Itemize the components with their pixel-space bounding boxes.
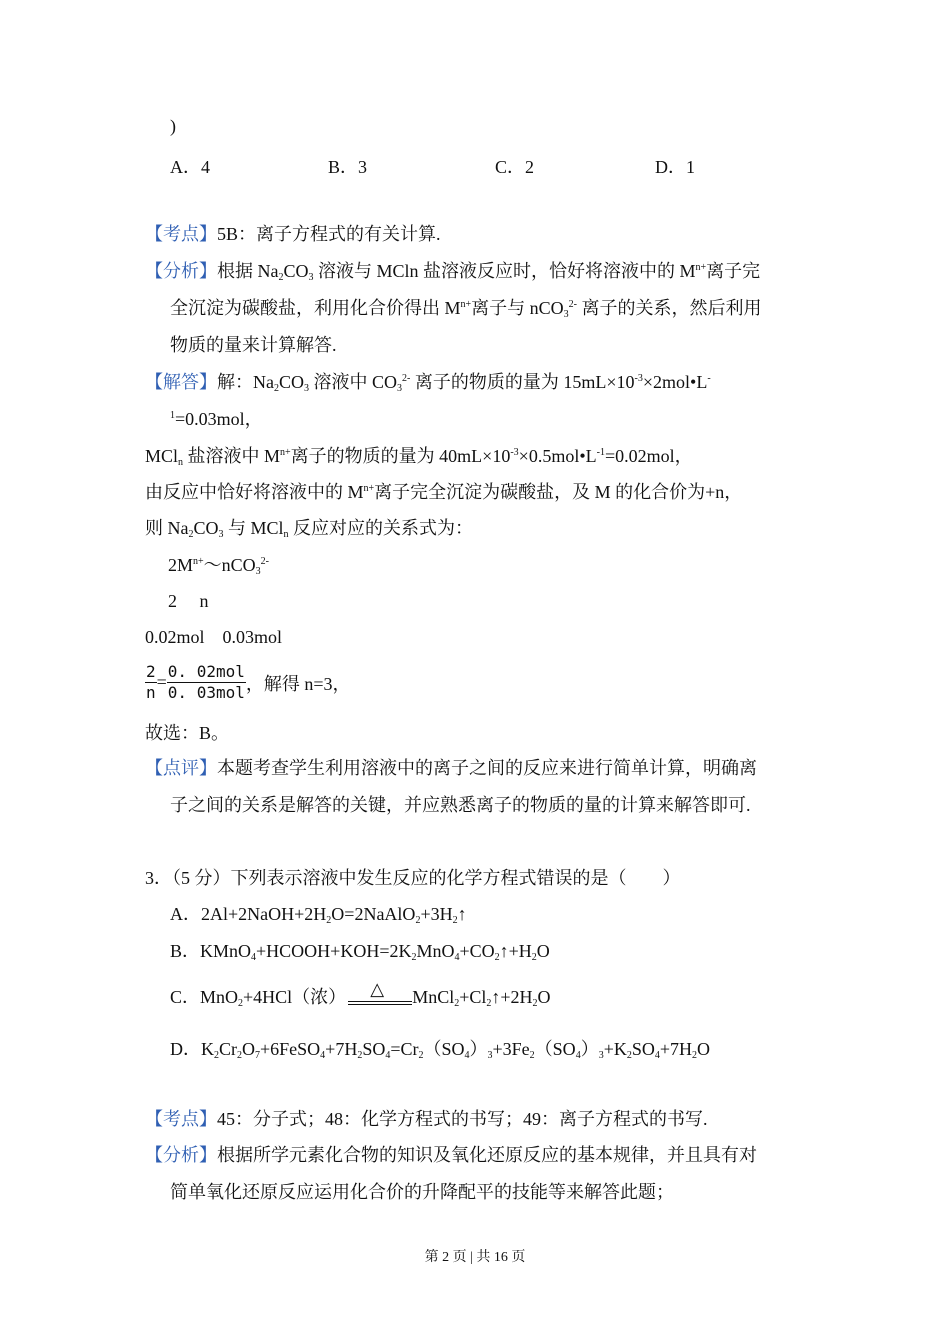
text-run: 与 MCl <box>223 518 284 538</box>
text-run: +CO <box>459 941 495 961</box>
solution-line <box>145 445 693 467</box>
text-run: +7H <box>659 1039 693 1059</box>
text-run: 故选：B。 <box>145 723 230 743</box>
reactants <box>170 987 346 1007</box>
subscript: 3 <box>255 566 261 577</box>
subscript: 3 <box>397 383 403 394</box>
text-run: CO <box>279 372 305 392</box>
text-run: 3．（5 分）下列表示溶液中发生反应的化学方程式错误的是（ ） <box>145 868 681 888</box>
text-run: 离子的物质的量为 40mL×10 <box>290 446 511 466</box>
subscript: 3 <box>487 1050 493 1061</box>
superscript: n+ <box>280 447 291 458</box>
subscript: n <box>283 529 289 540</box>
text-run: =0.02mol， <box>604 446 693 466</box>
option-a: A．4 <box>170 157 210 177</box>
superscript: -3 <box>510 447 519 458</box>
q3-option-c <box>170 978 551 1010</box>
q3-option-d <box>170 1038 710 1060</box>
text-run: 简单氧化还原反应运用化合价的升降配平的技能等来解答此题； <box>170 1182 674 1202</box>
text-run: 由反应中恰好将溶液中的 M <box>145 482 364 502</box>
text-run: +3H <box>420 904 453 924</box>
text-run: +HCOOH+KOH=2K <box>256 941 412 961</box>
fraction-equation <box>145 662 351 703</box>
option-d: D．1 <box>655 157 695 177</box>
text-run: 0.02mol 0.03mol <box>145 627 283 647</box>
text-run: O <box>697 1039 711 1059</box>
text-run: （SO <box>534 1039 576 1059</box>
subscript: 4 <box>320 1050 326 1061</box>
kaodian-line <box>145 1108 708 1130</box>
superscript: 1 <box>170 410 175 421</box>
subscript: 2 <box>237 1050 242 1061</box>
fraction-right <box>167 662 246 703</box>
text-run: ↑+2H <box>491 987 533 1007</box>
text-run: ↑ <box>457 904 467 924</box>
text-run: 根据所学元素化合物的知识及氧化还原反应的基本规律，并且具有对 <box>217 1145 757 1165</box>
text-run: MCl <box>145 446 179 466</box>
text-run: +4HCl（浓） <box>243 987 347 1007</box>
solution-line <box>145 517 473 539</box>
denominator: 0. 03mol <box>167 683 245 702</box>
text-run: C．MnO <box>170 987 239 1007</box>
equals-sign: = <box>156 672 167 692</box>
text-run: 则 Na <box>145 518 189 538</box>
superscript: n+ <box>695 262 707 273</box>
subscript: 2 <box>452 915 458 926</box>
section-label: 【考点】 <box>145 224 217 244</box>
text-run: ） <box>580 1039 599 1059</box>
subscript: 2 <box>357 1050 363 1061</box>
subscript: 2 <box>188 529 194 540</box>
text-run: 2M <box>168 555 194 575</box>
fraction-result: ，解得 n=3， <box>245 673 351 694</box>
text-run: 解：Na <box>217 372 274 392</box>
text-run: 盐溶液中 M <box>183 446 281 466</box>
text-run: +7H <box>325 1039 358 1059</box>
text-run: A．2Al+2NaOH+2H <box>170 904 327 924</box>
denominator: n <box>146 683 156 702</box>
numerator: 0. 02mol <box>167 662 245 681</box>
subscript: 3 <box>598 1050 604 1061</box>
subscript: 4 <box>654 1050 660 1061</box>
numerator: 2 <box>146 662 156 681</box>
text-run: CO <box>283 261 309 281</box>
section-label: 【分析】 <box>145 261 217 281</box>
q3-option-b <box>170 940 550 962</box>
subscript: 2 <box>214 1050 219 1061</box>
fenxi-line <box>170 297 762 319</box>
question-paren: ) <box>170 116 176 136</box>
subscript: 2 <box>415 915 421 926</box>
text-run: ↑+H <box>499 941 532 961</box>
text-run: 子之间的关系是解答的关键，并应熟悉离子的物质的量的计算来解答即可. <box>170 795 751 815</box>
text-run: 反应对应的关系式为： <box>288 518 474 538</box>
heat-triangle-icon: △ <box>370 978 385 999</box>
text-run: SO <box>362 1039 386 1059</box>
subscript: 2 <box>532 998 538 1009</box>
subscript: 2 <box>494 952 500 963</box>
subscript: 4 <box>385 1050 391 1061</box>
fenxi-line <box>170 1181 674 1203</box>
dianping-line <box>145 757 757 779</box>
text-run: 离子与 nCO <box>471 298 564 318</box>
superscript: -1 <box>596 447 605 458</box>
question-3-stem <box>145 867 681 889</box>
superscript: 2- <box>260 556 270 567</box>
text-run: +K <box>603 1039 627 1059</box>
text-run: +3Fe <box>492 1039 530 1059</box>
subscript: 4 <box>464 1050 470 1061</box>
superscript: -3 <box>634 373 643 384</box>
subscript: 7 <box>255 1050 260 1061</box>
fenxi-line <box>145 1144 757 1166</box>
text-run: +Cl <box>459 987 487 1007</box>
subscript: 2 <box>326 915 332 926</box>
text-run: MnO <box>416 941 455 961</box>
text-run: O=2NaAlO <box>331 904 416 924</box>
text-run: 离子的关系，然后利用 <box>577 298 762 318</box>
section-label: 【考点】 <box>145 1109 217 1129</box>
text-run: =Cr <box>390 1039 419 1059</box>
products <box>412 987 550 1007</box>
q3-option-a <box>170 903 467 925</box>
subscript: 3 <box>304 383 310 394</box>
answer-line <box>145 722 229 744</box>
text-run: +6FeSO <box>260 1039 321 1059</box>
subscript: 4 <box>454 952 460 963</box>
text-run: 5B：离子方程式的有关计算. <box>217 224 441 244</box>
subscript: 2 <box>278 272 284 283</box>
text-run: B．KMnO <box>170 941 252 961</box>
text-run: CO <box>193 518 219 538</box>
superscript: n+ <box>363 483 375 494</box>
subscript: 2 <box>531 952 537 963</box>
superscript: n+ <box>460 299 472 310</box>
section-label: 【分析】 <box>145 1145 217 1165</box>
text-run: 溶液与 MCln 盐溶液反应时，恰好将溶液中的 M <box>313 261 696 281</box>
text-run: 本题考查学生利用溶液中的离子之间的反应来进行简单计算，明确离 <box>217 758 757 778</box>
text-run: 全沉淀为碳酸盐，利用化合价得出 M <box>170 298 461 318</box>
text-run: 根据 Na <box>217 261 279 281</box>
jieda-line <box>170 408 263 430</box>
subscript: 2 <box>411 952 417 963</box>
subscript: 2 <box>238 998 244 1009</box>
text-run: ×0.5mol•L <box>518 446 597 466</box>
subscript: 2 <box>692 1050 698 1061</box>
solution-line <box>145 481 742 503</box>
fraction-left <box>145 662 157 703</box>
text-run: MnCl <box>412 987 455 1007</box>
section-label: 【解答】 <box>145 372 217 392</box>
option-c: C．2 <box>495 157 535 177</box>
subscript: 2 <box>486 998 492 1009</box>
subscript: 2 <box>274 383 279 394</box>
superscript: n+ <box>193 556 204 567</box>
fenxi-line <box>145 260 760 282</box>
subscript: 2 <box>529 1050 535 1061</box>
section-label: 【点评】 <box>145 758 217 778</box>
text-run: SO <box>631 1039 655 1059</box>
option-b: B．3 <box>328 157 368 177</box>
text-run: 离子的物质的量为 15mL×10 <box>410 372 635 392</box>
text-run: 离子完全沉淀为碳酸盐，及 M 的化合价为+n， <box>374 482 743 502</box>
jieda-line <box>145 371 711 393</box>
kaodian-line <box>145 223 441 245</box>
text-run: 2 n <box>168 591 209 611</box>
dianping-line <box>170 794 751 816</box>
text-run: 45：分子式；48：化学方程式的书写；49：离子方程式的书写. <box>217 1109 708 1129</box>
fenxi-line <box>170 334 337 356</box>
subscript: 2 <box>454 998 460 1009</box>
text-run: ） <box>469 1039 488 1059</box>
heat-equals-sign <box>348 978 412 1010</box>
subscript: 4 <box>575 1050 581 1061</box>
page-footer: 第 2 页 | 共 16 页 <box>424 1250 526 1265</box>
relation-line <box>145 626 282 648</box>
text-run: =0.03mol， <box>175 409 263 429</box>
subscript: 3 <box>563 309 569 320</box>
text-run: 离子完 <box>706 261 761 281</box>
text-run: ×2mol•L <box>642 372 708 392</box>
text-run: Cr <box>219 1039 237 1059</box>
relation-line <box>168 554 269 576</box>
superscript: 2- <box>402 373 411 384</box>
relation-line <box>168 590 209 612</box>
text-run: 物质的量来计算解答. <box>170 335 337 355</box>
text-run: （SO <box>423 1039 465 1059</box>
subscript: n <box>178 457 184 468</box>
text-run: O <box>536 941 550 961</box>
subscript: 2 <box>626 1050 632 1061</box>
text-run: D．K <box>170 1039 214 1059</box>
superscript: - <box>707 373 711 384</box>
subscript: 4 <box>251 952 257 963</box>
superscript: 2- <box>568 299 578 310</box>
text-run: O <box>242 1039 255 1059</box>
subscript: 3 <box>308 272 314 283</box>
text-run: 溶液中 CO <box>309 372 398 392</box>
text-run: ～nCO <box>203 555 256 575</box>
subscript: 2 <box>418 1050 424 1061</box>
text-run: O <box>537 987 551 1007</box>
subscript: 3 <box>218 529 224 540</box>
